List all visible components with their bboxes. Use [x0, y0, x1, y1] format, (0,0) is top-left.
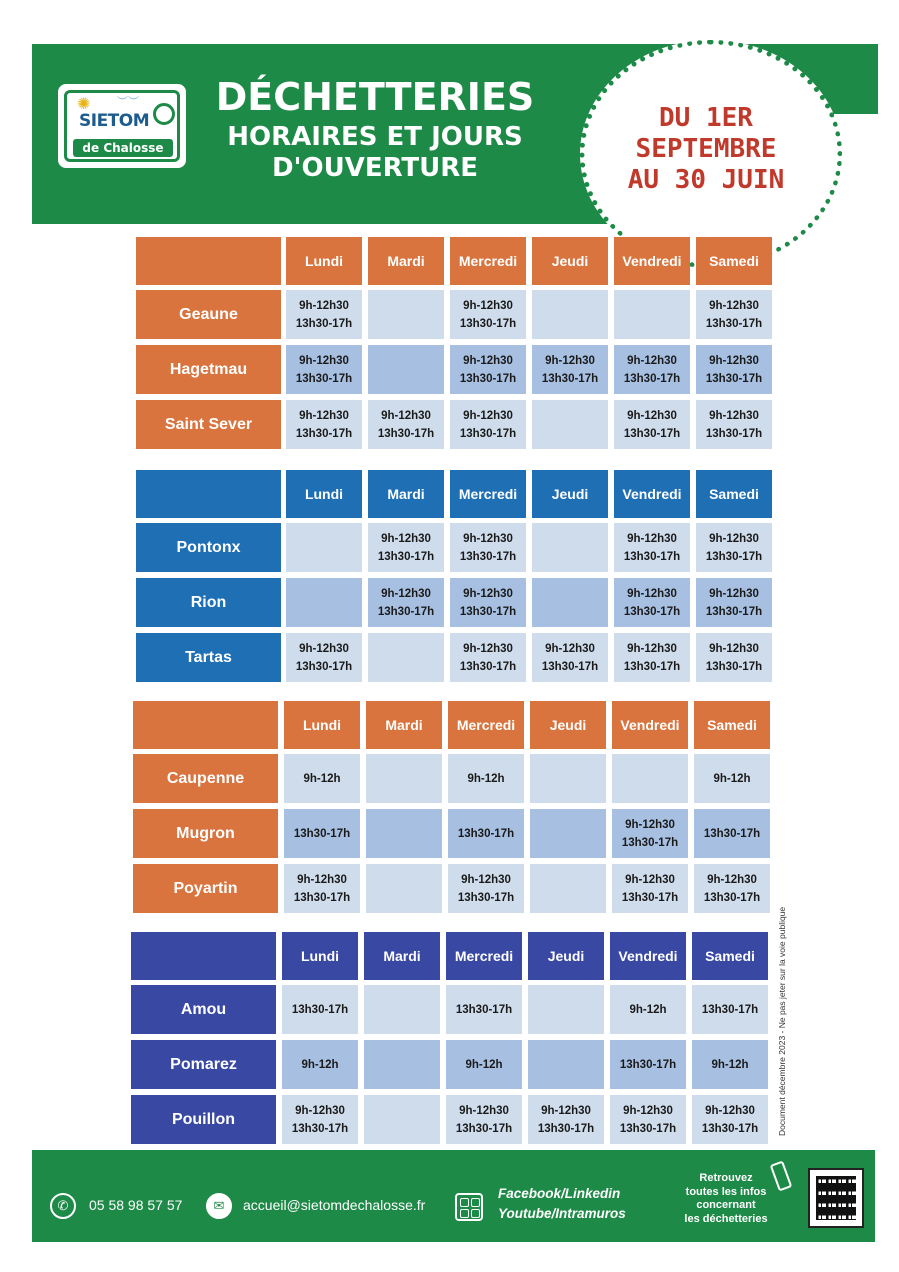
day-header-samedi: Samedi [694, 701, 770, 749]
schedule-cell: 9h-12h30 13h30-17h [528, 1095, 604, 1144]
social-links [498, 1184, 626, 1224]
schedule-cell: 9h-12h30 13h30-17h [614, 523, 690, 572]
site-name: Amou [131, 985, 276, 1034]
schedule-cell: 9h-12h [694, 754, 770, 803]
site-name: Pontonx [136, 523, 281, 572]
schedule-cell [364, 1040, 440, 1089]
day-header-vendredi: Vendredi [610, 932, 686, 980]
social-line-2[interactable]: Youtube/Intramuros [498, 1206, 626, 1221]
info-line-4: les déchetteries [684, 1212, 768, 1225]
schedule-cell: 9h-12h30 13h30-17h [450, 290, 526, 339]
subtitle-line-1: HORAIRES ET JOURS [227, 122, 523, 152]
schedule-cell: 9h-12h30 13h30-17h [446, 1095, 522, 1144]
schedule-cell: 9h-12h [610, 985, 686, 1034]
day-header-mercredi: Mercredi [450, 237, 526, 285]
email-address[interactable]: accueil@sietomdechalosse.fr [243, 1197, 426, 1213]
bird-icon: ︶︶ [117, 96, 139, 108]
schedule-cell [528, 985, 604, 1034]
table-corner [131, 932, 276, 980]
schedule-cell: 9h-12h30 13h30-17h [286, 400, 362, 449]
schedule-cell [368, 345, 444, 394]
schedule-cell: 9h-12h30 13h30-17h [532, 633, 608, 682]
logo-subtitle: de Chalosse [73, 139, 173, 157]
day-header-vendredi: Vendredi [612, 701, 688, 749]
schedule-cell: 9h-12h30 13h30-17h [696, 345, 772, 394]
schedule-cell: 9h-12h30 13h30-17h [450, 523, 526, 572]
site-name: Poyartin [133, 864, 278, 913]
day-header-vendredi: Vendredi [614, 470, 690, 518]
site-name: Mugron [133, 809, 278, 858]
sietom-logo [58, 84, 186, 168]
schedule-cell [530, 864, 606, 913]
period-text [600, 103, 812, 196]
info-text [676, 1172, 776, 1226]
day-header-mardi: Mardi [364, 932, 440, 980]
schedule-cell [368, 290, 444, 339]
phone-icon: ✆ [50, 1193, 76, 1219]
schedule-cell: 9h-12h30 13h30-17h [696, 400, 772, 449]
info-line-2: toutes les infos [685, 1185, 767, 1198]
page-title: DÉCHETTERIES [215, 75, 535, 119]
site-name: Tartas [136, 633, 281, 682]
schedule-cell: 9h-12h30 13h30-17h [614, 400, 690, 449]
schedule-cell [368, 633, 444, 682]
schedule-cell [532, 400, 608, 449]
schedule-cell: 9h-12h30 13h30-17h [448, 864, 524, 913]
schedule-cell: 9h-12h30 13h30-17h [696, 290, 772, 339]
schedule-cell: 9h-12h30 13h30-17h [610, 1095, 686, 1144]
day-header-mercredi: Mercredi [448, 701, 524, 749]
period-line-3: AU 30 JUIN [627, 165, 785, 195]
side-note: Document décembre 2023 - Ne pas jeter sur la voie publique [777, 906, 787, 1136]
schedule-cell: 9h-12h30 13h30-17h [614, 345, 690, 394]
schedule-cell: 9h-12h [284, 754, 360, 803]
day-header-jeudi: Jeudi [528, 932, 604, 980]
period-line-2: SEPTEMBRE [635, 134, 777, 164]
schedule-cell: 9h-12h30 13h30-17h [450, 345, 526, 394]
schedule-cell: 9h-12h30 13h30-17h [532, 345, 608, 394]
schedule-cell: 9h-12h30 13h30-17h [450, 400, 526, 449]
site-name: Rion [136, 578, 281, 627]
site-name: Pouillon [131, 1095, 276, 1144]
schedule-cell [612, 754, 688, 803]
schedule-cell [532, 290, 608, 339]
schedule-cell: 9h-12h30 13h30-17h [696, 523, 772, 572]
schedule-cell: 9h-12h [448, 754, 524, 803]
schedule-cell: 9h-12h30 13h30-17h [614, 633, 690, 682]
info-line-1: Retrouvez [699, 1172, 753, 1184]
schedule-cell [530, 754, 606, 803]
schedule-cell [366, 809, 442, 858]
schedule-cell [364, 1095, 440, 1144]
schedule-cell: 9h-12h30 13h30-17h [368, 523, 444, 572]
schedule-cell: 9h-12h30 13h30-17h [368, 578, 444, 627]
day-header-jeudi: Jeudi [532, 470, 608, 518]
schedule-cell: 13h30-17h [694, 809, 770, 858]
logo-frame [64, 90, 180, 162]
schedule-cell [366, 864, 442, 913]
site-name: Hagetmau [136, 345, 281, 394]
schedule-cell: 9h-12h30 13h30-17h [450, 578, 526, 627]
phone-number[interactable]: 05 58 98 57 57 [89, 1197, 183, 1213]
schedule-cell: 9h-12h30 13h30-17h [282, 1095, 358, 1144]
social-line-1[interactable]: Facebook/Linkedin [498, 1186, 621, 1201]
day-header-lundi: Lundi [286, 470, 362, 518]
table-corner [133, 701, 278, 749]
schedule-cell: 9h-12h30 13h30-17h [286, 290, 362, 339]
schedule-cell [286, 523, 362, 572]
day-header-lundi: Lundi [282, 932, 358, 980]
schedule-cell: 9h-12h30 13h30-17h [614, 578, 690, 627]
schedule-cell [530, 809, 606, 858]
schedule-cell: 9h-12h30 13h30-17h [696, 633, 772, 682]
page-subtitle [200, 122, 550, 184]
day-header-lundi: Lundi [284, 701, 360, 749]
schedule-cell: 9h-12h [692, 1040, 768, 1089]
social-media-icon [455, 1193, 483, 1221]
day-header-vendredi: Vendredi [614, 237, 690, 285]
tree-icon [153, 103, 175, 125]
schedule-cell [528, 1040, 604, 1089]
schedule-cell: 9h-12h30 13h30-17h [286, 345, 362, 394]
qr-pattern [816, 1176, 856, 1220]
site-name: Pomarez [131, 1040, 276, 1089]
day-header-mardi: Mardi [366, 701, 442, 749]
day-header-mardi: Mardi [368, 470, 444, 518]
schedule-cell: 13h30-17h [692, 985, 768, 1034]
table-corner [136, 237, 281, 285]
site-name: Saint Sever [136, 400, 281, 449]
schedule-cell: 9h-12h30 13h30-17h [694, 864, 770, 913]
schedule-cell: 9h-12h30 13h30-17h [450, 633, 526, 682]
schedule-cell: 9h-12h [446, 1040, 522, 1089]
schedule-cell: 13h30-17h [610, 1040, 686, 1089]
schedule-cell: 9h-12h30 13h30-17h [696, 578, 772, 627]
sun-icon: ✺ [77, 96, 91, 113]
schedule-cell: 9h-12h30 13h30-17h [612, 809, 688, 858]
schedule-cell: 13h30-17h [446, 985, 522, 1034]
schedule-cell [366, 754, 442, 803]
schedule-cell [286, 578, 362, 627]
day-header-jeudi: Jeudi [532, 237, 608, 285]
site-name: Geaune [136, 290, 281, 339]
mail-icon: ✉ [206, 1193, 232, 1219]
schedule-cell [532, 578, 608, 627]
qr-code[interactable] [808, 1168, 864, 1228]
info-line-3: concernant [696, 1199, 756, 1211]
period-line-1: DU 1ER [659, 103, 753, 133]
schedule-cell: 9h-12h [282, 1040, 358, 1089]
schedule-cell: 13h30-17h [282, 985, 358, 1034]
schedule-cell [614, 290, 690, 339]
schedule-cell: 9h-12h30 13h30-17h [284, 864, 360, 913]
site-name: Caupenne [133, 754, 278, 803]
day-header-jeudi: Jeudi [530, 701, 606, 749]
schedule-cell: 13h30-17h [284, 809, 360, 858]
schedule-cell [364, 985, 440, 1034]
day-header-mardi: Mardi [368, 237, 444, 285]
schedule-cell: 9h-12h30 13h30-17h [368, 400, 444, 449]
subtitle-line-2: D'OUVERTURE [271, 153, 479, 183]
day-header-lundi: Lundi [286, 237, 362, 285]
schedule-cell: 9h-12h30 13h30-17h [612, 864, 688, 913]
schedule-cell: 9h-12h30 13h30-17h [692, 1095, 768, 1144]
logo-name: SIETOM [79, 111, 150, 131]
schedule-cell: 9h-12h30 13h30-17h [286, 633, 362, 682]
day-header-samedi: Samedi [696, 470, 772, 518]
day-header-mercredi: Mercredi [446, 932, 522, 980]
schedule-cell: 13h30-17h [448, 809, 524, 858]
table-corner [136, 470, 281, 518]
day-header-mercredi: Mercredi [450, 470, 526, 518]
schedule-cell [532, 523, 608, 572]
day-header-samedi: Samedi [692, 932, 768, 980]
day-header-samedi: Samedi [696, 237, 772, 285]
